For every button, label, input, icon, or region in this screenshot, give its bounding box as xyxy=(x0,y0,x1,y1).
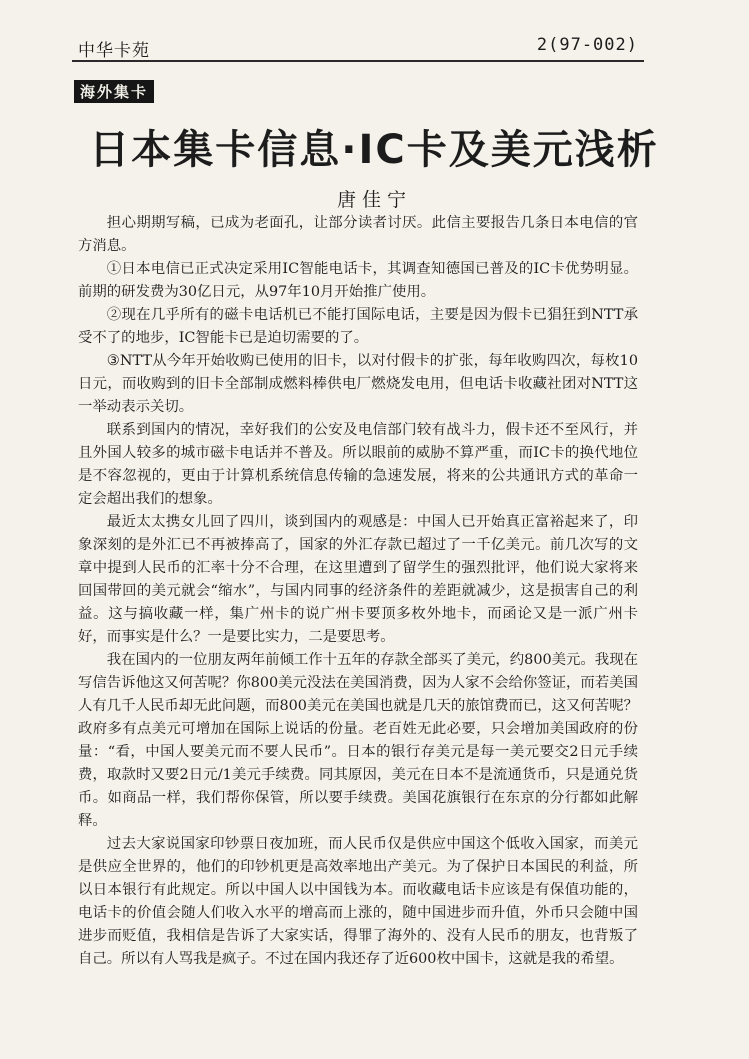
paragraph: 我在国内的一位朋友两年前倾工作十五年的存款全部买了美元，约800美元。我现在写信告诉他这又何苦呢？你800美元没法在美国消费，因为人家不会给你签证，而若美国人有几千人民币却无此问题，而800美元在美国也就是几天的旅馆费而已，这又何苦呢？政府多有点美元可增加在国际上说话的份量。老百姓无此必要，只会增加美国政府的份量：“看，中国人要美元而不要人民币”。日本的银行存美元是每一美元要交2日元手续费，取款时又要2日元/1美元手续费。同其原因，美元在日本不是流通货币，只是通兑货币。如商品一样，我们帮你保管，所以要手续费。美国花旗银行在东京的分行都如此解释。 xyxy=(78,652,638,829)
article-author: 唐佳宁 xyxy=(336,189,412,211)
paragraph: 担心期期写稿，已成为老面孔，让部分读者讨厌。此信主要报告几条日本电信的官方消息。 xyxy=(78,215,638,254)
paragraph: ②现在几乎所有的磁卡电话机已不能打国际电话，主要是因为假卡已猖狂到NTT承受不了的地步，IC智能卡已是迫切需要的了。 xyxy=(78,307,638,346)
paragraph: ①日本电信已正式决定采用IC智能电话卡，其调查知德国已普及的IC卡优势明显。前期的研发费为30亿日元，从97年10月开始推广使用。 xyxy=(78,261,638,300)
article-body xyxy=(78,212,638,971)
paragraph: 过去大家说国家印钞票日夜加班，而人民币仅是供应中国这个低收入国家，而美元是供应全世界的，他们的印钞机更是高效率地出产美元。为了保护日本国民的利益，所以日本银行有此规定。所以中国人以中国钱为本。而收藏电话卡应该是有保值功能的，电话卡的价值会随人们收入水平的增高而上涨的，随中国进步而升值，外币只会随中国进步而贬值，我相信是告诉了大家实话，得罪了海外的、没有人民币的朋友，也背叛了自己。所以有人骂我是疯子。不过在国内我还存了近600枚中国卡，这就是我的希望。 xyxy=(78,836,638,967)
paragraph: 最近太太携女儿回了四川，谈到国内的观感是：中国人已开始真正富裕起来了，印象深刻的是外汇已不再被捧高了，国家的外汇存款已超过了一千亿美元。前几次写的文章中提到人民币的汇率十分不合理，在这里遭到了留学生的强烈批评，他们说大家将来回国带回的美元就会“缩水”，与国内同事的经济条件的差距就减少，这是损害自己的利益。这与搞收藏一样，集广州卡的说广州卡要顶多枚外地卡，而函论又是一派广州卡好，而事实是什么？一是要比实力，二是要思考。 xyxy=(78,514,638,645)
issue-code: 2(97-002) xyxy=(536,35,638,55)
column-tag: 海外集卡 xyxy=(74,80,154,103)
paragraph: 联系到国内的情况，幸好我们的公安及电信部门较有战斗力，假卡还不至风行，并且外国人较多的城市磁卡电话并不普及。所以眼前的威胁不算严重，而IC卡的换代地位是不容忽视的，更由于计算机系统信息传输的急速发展，将来的公共通讯方式的革命一定会超出我们的想象。 xyxy=(78,422,638,507)
paragraph: ③NTT从今年开始收购已使用的旧卡，以对付假卡的扩张，每年收购四次，每枚10日元，而收购到的旧卡全部制成燃料棒供电厂燃烧发电用，但电话卡收藏社团对NTT这一举动表示关切。 xyxy=(78,353,638,415)
magazine-name: 中华卡苑 xyxy=(78,41,150,61)
page-header xyxy=(72,32,644,62)
article-title: 日本集卡信息·IC卡及美元浅析 xyxy=(89,127,659,173)
